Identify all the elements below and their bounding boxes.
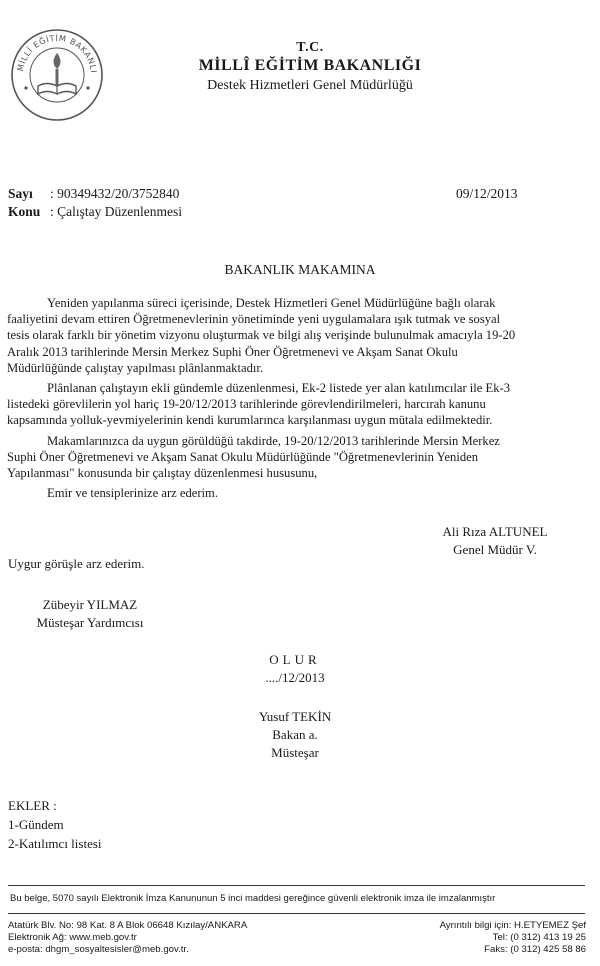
footer-address-block <box>8 920 247 956</box>
olur-date: ..../12/2013 <box>265 670 325 685</box>
divider <box>8 913 585 914</box>
annex-list <box>8 796 102 853</box>
body-line: kapsamında yolluk-yevmiyelerinin kendi kurumlarınca karşılanması uygun mütala edilmektedir. <box>7 413 493 428</box>
body-line: Aralık 2013 tarihlerinde Mersin Merkez Suphi Öner Öğretmenevi ve Akşam Sanat Okulu <box>7 344 458 359</box>
olur-label: OLUR <box>269 652 321 667</box>
footer-email: e-posta: dhgm_sosyaltesisler@meb.gov.tr. <box>8 944 189 955</box>
annex-item: 2-Katılımcı listesi <box>8 836 102 851</box>
ministry-seal-icon <box>10 28 104 122</box>
signer-deputy-name: Zübeyir YILMAZ <box>42 597 138 612</box>
body-line: Suphi Öner Öğretmenevi ve Akşam Sanat Okulu Müdürlüğünde "Öğretmenevlerinin Yeniden <box>7 449 479 464</box>
annex-item: 1-Gündem <box>8 817 64 832</box>
seal-text: MİLLÎ EĞİTİM BAKANLI <box>15 32 99 74</box>
konu-line <box>8 204 182 220</box>
body-line: Makamlarınızca da uygun görüldüğü takdirde, 19-20/12/2013 tarihlerinde Mersin Merkez <box>47 433 500 448</box>
e-signature-note: Bu belge, 5070 sayılı Elektronik İmza Kanununun 5 inci maddesi gereğince güvenli elektronik imza ile imzalanmıştır <box>10 893 496 904</box>
sayi-label: Sayı <box>8 186 33 201</box>
signer-gm-name: Ali Rıza ALTUNEL <box>442 524 548 539</box>
sayi-line <box>8 186 179 202</box>
signer-deputy <box>20 596 160 632</box>
footer-tel: Tel: (0 312) 413 19 25 <box>492 932 586 943</box>
header-ministry: MİLLÎ EĞİTİM BAKANLIĞI <box>198 57 422 74</box>
header-department: Destek Hizmetleri Genel Müdürlüğü <box>207 78 413 93</box>
minister-name: Yusuf TEKİN <box>258 709 332 724</box>
olur-block <box>180 651 410 687</box>
body-line: tesis olarak farklı bir yönetim vizyonu oluşturmak ve bilgi alış verişinde bulunulmak amacıyla 19-20 <box>7 328 516 343</box>
footer-address: Atatürk Blv. No: 98 Kat. 8 A Blok 06648 Kızılay/ANKARA <box>8 920 248 931</box>
svg-text:MİLLÎ EĞİTİM BAKANLIĞI <box>10 28 99 74</box>
minister-line3: Müsteşar <box>271 745 319 760</box>
approval-note: Uygur görüşle arz ederim. <box>8 556 145 571</box>
body-line: faaliyetini devam ettiren Öğretmenevlerinin yönetiminde yeni uygulamalara ışık tutmak ve sosyal <box>7 312 501 327</box>
annex-title: EKLER : <box>8 798 57 813</box>
body-line: Yapılanması" konusunda bir çalıştay düzenlenmesi hususunu, <box>7 466 318 481</box>
footer-web: Elektronik Ağ: www.meb.gov.tr <box>8 932 137 943</box>
konu-label: Konu <box>8 204 41 219</box>
salutation: BAKANLIK MAKAMINA <box>224 262 376 277</box>
ministry-seal <box>10 28 104 122</box>
paragraph-1 <box>7 295 567 376</box>
body-line: Müdürlüğünde çalıştay yapılması plânlanmaktadır. <box>7 360 264 375</box>
konu-value: : Çalıştay Düzenlenmesi <box>50 204 182 219</box>
sayi-value: : 90349432/20/3752840 <box>50 186 180 201</box>
footer-fax: Faks: (0 312) 425 58 86 <box>484 944 586 955</box>
footer-contact: Ayrıntılı bilgi için: H.ETYEMEZ Şef <box>439 920 586 931</box>
divider <box>8 885 585 886</box>
header-tc: T.C. <box>296 40 324 55</box>
minister-line2: Bakan a. <box>272 727 318 742</box>
document-date: 09/12/2013 <box>456 186 518 201</box>
body-line: Emir ve tensiplerinize arz ederim. <box>47 486 218 501</box>
signer-minister <box>180 708 410 762</box>
paragraph-4 <box>7 485 567 501</box>
footer-contact-block <box>360 920 586 956</box>
body-line: listedeki görevlilerin yol hariç 19-20/12/2013 tarihlerinde görevlendirilmeleri, harcırah kanunu <box>7 397 486 412</box>
signer-deputy-title: Müsteşar Yardımcısı <box>36 615 144 630</box>
body-line: Plânlanan çalıştayın ekli gündemle düzenlenmesi, Ek-2 listede yer alan katılımcılar ile Ek-3 <box>47 381 511 396</box>
signer-gm-title: Genel Müdür V. <box>453 542 537 557</box>
paragraph-2 <box>7 380 567 429</box>
body-line: Yeniden yapılanma süreci içerisinde, Destek Hizmetleri Genel Müdürlüğüne bağlı olarak <box>47 296 496 310</box>
paragraph-3 <box>7 433 567 482</box>
signer-general-manager <box>420 523 570 559</box>
document-body <box>7 295 567 505</box>
